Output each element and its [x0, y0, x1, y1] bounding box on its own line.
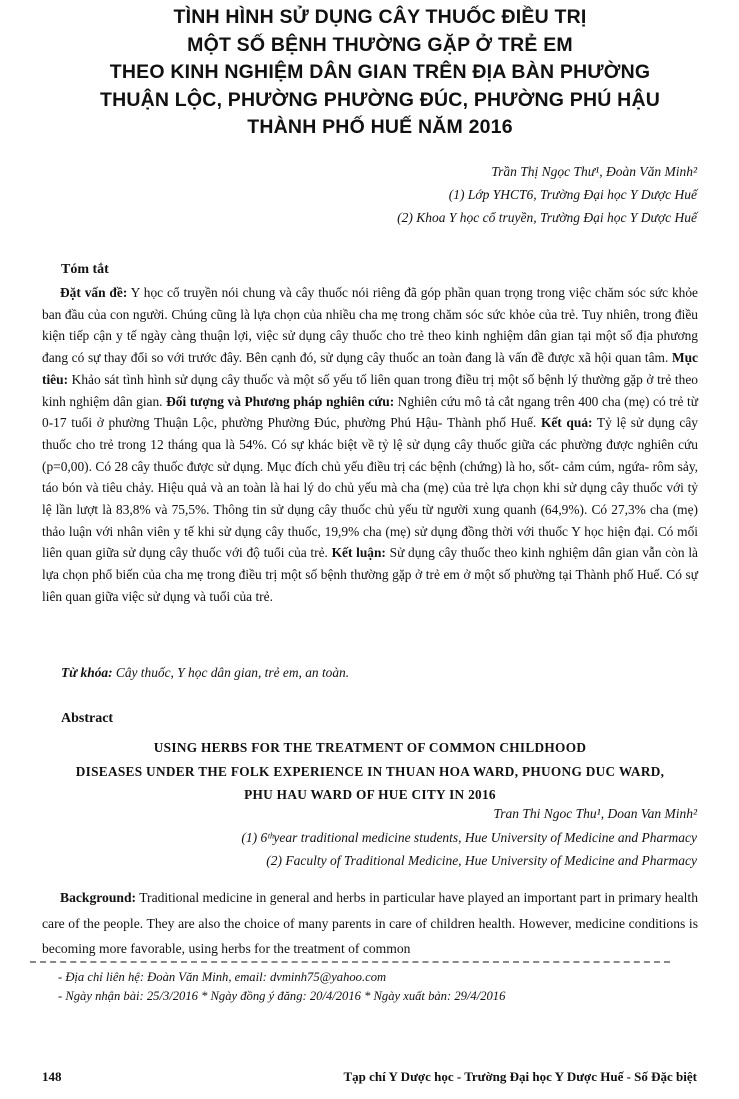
footnote: [58, 968, 505, 1006]
english-abstract-body: [42, 885, 698, 962]
keywords-line: [61, 665, 349, 681]
paper-title: [70, 4, 690, 142]
author-block-en: [241, 802, 697, 873]
summary-body: [42, 282, 698, 608]
footnote-contact: - Địa chỉ liên hệ: Đoàn Văn Minh, email: dvminh75@yahoo.com: [58, 970, 387, 984]
author-block-vn: [397, 160, 697, 229]
keywords-text: Cây thuốc, Y học dân gian, trẻ em, an toàn.: [112, 665, 350, 680]
affiliation-2: (2) Khoa Y học cổ truyền, Trường Đại học Y Dược Huế: [397, 210, 697, 225]
title-line: THÀNH PHỐ HUẾ NĂM 2016: [247, 116, 513, 139]
english-title: [40, 736, 700, 807]
background-label: Đặt vấn đề:: [60, 285, 128, 300]
title-line: MỘT SỐ BỆNH THƯỜNG GẶP Ở TRẺ EM: [187, 33, 573, 56]
affiliation-1: (1) Lớp YHCT6, Trường Đại học Y Dược Huế: [448, 187, 697, 202]
author-names: Trần Thị Ngọc Thư¹, Đoàn Văn Minh²: [491, 164, 697, 179]
english-title-line: DISEASES UNDER THE FOLK EXPERIENCE IN THUAN HOA WARD, PHUONG DUC WARD,: [75, 763, 665, 779]
english-author-names: Tran Thi Ngoc Thu¹, Doan Van Minh²: [493, 806, 697, 821]
methods-text: Nghiên cứu mô tả cắt ngang trên 400 cha (mẹ) có trẻ từ 0-17 tuổi ở phường Thuận Lộc, phường Phường Đúc, phường Phú Hậu- Thành phố Huế.: [42, 393, 698, 431]
results-label: Kết quả:: [540, 415, 593, 431]
english-background-label: Background:: [60, 890, 137, 905]
keywords-label: Từ khóa:: [61, 665, 113, 680]
english-affiliation-1: (1) 6ᵗʰyear traditional medicine students, Hue University of Medicine and Pharmacy: [241, 829, 697, 845]
objective-text: Khảo sát tình hình sử dụng cây thuốc và một số yếu tố liên quan trong điều trị một số bệnh lý thường gặp ở trẻ theo kinh nghiệm dân gian.: [42, 371, 698, 409]
objective-label: Mục tiêu:: [42, 350, 698, 387]
journal-footer: Tạp chí Y Dược học - Trường Đại học Y Dược Huế - Số Đặc biệt: [343, 1069, 697, 1084]
results-text: Tỷ lệ sử dụng cây thuốc cho trẻ trong 12 tháng qua là 54%. Có sự khác biệt về tỷ lệ sử dụng cây thuốc giữa các phường được nghiên cứu (p=0,00). Có 28 cây thuốc được sử dụng. Mục đích chủ yếu điều trị các bệnh (chứng) là ho, sốt- cảm cúm, ngứa- rôm sảy, táo bón và tiêu chảy. Hiệu quả và an toàn là hai lý do chủ yếu mà cha (mẹ) của trẻ lựa chọn khi sử dụng cây thuốc với tỷ lệ lần lượt là 83,8% và 75,5%. Thông tin sử dụng cây thuốc chủ yếu từ người xung quanh (64,9%). Có 27,3% cha (mẹ) thảo luận với nhân viên y tế khi sử dụng cây thuốc, 19,9% cha (mẹ) sử dụng đồng thời với thuốc Y học hiện đại. Có mối liên quan giữa sử dụng cây thuốc với độ tuổi của trẻ.: [42, 415, 698, 561]
title-line: TÌNH HÌNH SỬ DỤNG CÂY THUỐC ĐIỀU TRỊ: [173, 6, 587, 28]
title-line: THUẬN LỘC, PHƯỜNG PHƯỜNG ĐÚC, PHƯỜNG PHÚ HẬU: [99, 88, 661, 111]
summary-heading: Tóm tắt: [61, 262, 109, 277]
english-title-line: PHU HAU WARD OF HUE CITY IN 2016: [244, 787, 496, 802]
title-line: THEO KINH NGHIỆM DÂN GIAN TRÊN ĐỊA BÀN PHƯỜNG: [109, 61, 651, 84]
methods-label: Đối tượng và Phương pháp nghiên cứu:: [166, 393, 395, 409]
english-title-line: USING HERBS FOR THE TREATMENT OF COMMON CHILDHOOD: [153, 740, 587, 755]
footnote-dates: - Ngày nhận bài: 25/3/2016 * Ngày đồng ý đăng: 20/4/2016 * Ngày xuất bản: 29/4/2016: [58, 989, 506, 1003]
english-affiliation-2: (2) Faculty of Traditional Medicine, Hue University of Medicine and Pharmacy: [266, 853, 697, 868]
abstract-heading: Abstract: [61, 711, 114, 726]
page-number: 148: [42, 1069, 62, 1084]
conclusion-text: Sử dụng cây thuốc theo kinh nghiệm dân gian vẫn còn là lựa chọn phổ biến của cha mẹ trong điều trị một số bệnh thường gặp ở trẻ em ở một số phường tại Thành phố Huế. Có sự liên quan giữa việc sử dụng và tuổi của trẻ.: [42, 545, 698, 604]
conclusion-label: Kết luận:: [331, 545, 386, 561]
english-background-text: Traditional medicine in general and herbs in particular have played an important part in primary health care of the people. They are also the choice of many parents in care of children health. However, medicine conditions is becoming more favorable, using herbs for the treatment of common: [42, 890, 698, 956]
background-text: Y học cổ truyền nói chung và cây thuốc nói riêng đã góp phần quan trọng trong việc chăm sóc sức khỏe ban đầu của con người. Chúng cũng là lựa chọn của nhiều cha mẹ trong chăm sóc sức khỏe của trẻ. Tuy nhiên, trong điều kiện tiếp cận y tế ngày càng thuận lợi, việc sử dụng cây thuốc cho trẻ theo kinh nghiệm dân gian tại một số địa phương đang có sự thay đổi so với trước đây. Bên cạnh đó, sử dụng cây thuốc an toàn đang là vấn đề được xã hội quan tâm.: [42, 285, 698, 366]
